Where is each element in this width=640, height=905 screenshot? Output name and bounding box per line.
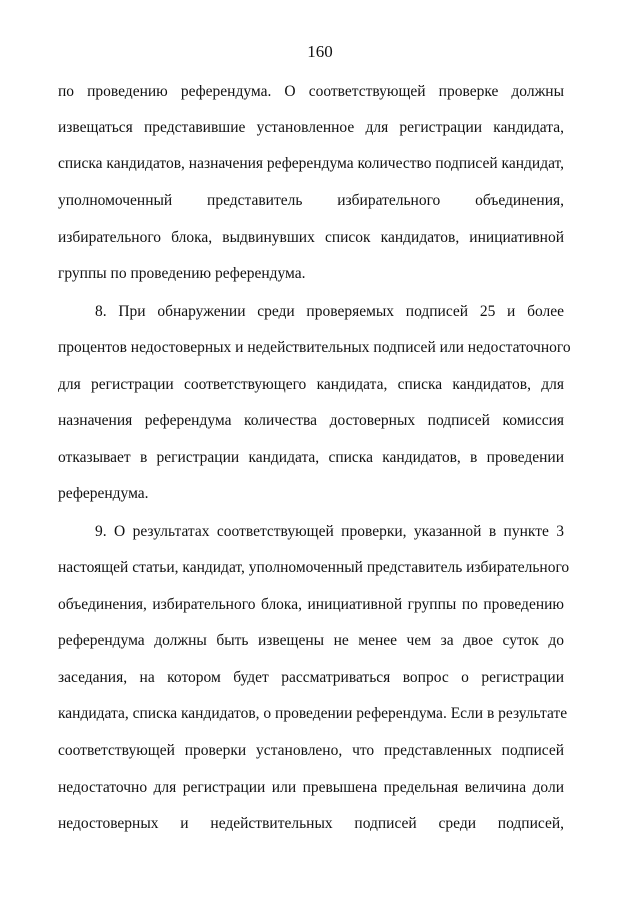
text-line: назначения референдума количества достоверных подписей комиссия — [58, 412, 564, 429]
text-line: процентов недостоверных и недействительных подписей или недостаточного — [58, 339, 571, 356]
page-number: 160 — [307, 42, 333, 61]
text-line: референдума должны быть извещены не менее чем за двое суток до — [58, 632, 564, 649]
text-line: списка кандидатов, назначения референдума количество подписей кандидат, — [58, 155, 565, 172]
text-line: отказывает в регистрации кандидата, списка кандидатов, в проведении — [58, 449, 564, 466]
text-line: группы по проведению референдума. — [58, 265, 306, 282]
text-line: для регистрации соответствующего кандидата, списка кандидатов, для — [58, 376, 564, 393]
text-line: объединения, избирательного блока, инициативной группы по проведению — [58, 596, 564, 613]
paragraph-8-first-line: 8. При обнаружении среди проверяемых подписей 25 и более — [95, 303, 564, 320]
text-line: недостаточно для регистрации или превышена предельная величина доли — [58, 779, 564, 796]
text-line: референдума. — [58, 485, 149, 502]
text-line: недостоверных и недействительных подписей среди подписей, — [58, 815, 564, 832]
text-line: заседания, на котором будет рассматриваться вопрос о регистрации — [58, 669, 564, 686]
text-line: соответствующей проверки установлено, что представленных подписей — [58, 742, 564, 759]
text-line: по проведению референдума. О соответствующей проверке должны — [58, 83, 564, 100]
text-line: извещаться представившие установленное для регистрации кандидата, — [58, 119, 564, 136]
paragraph-9-first-line: 9. О результатах соответствующей проверки, указанной в пункте 3 — [95, 523, 564, 540]
text-line: уполномоченный представитель избирательного объединения, — [58, 192, 564, 209]
text-line: настоящей статьи, кандидат, уполномоченный представитель избирательного — [58, 559, 570, 576]
text-line: кандидата, списка кандидатов, о проведении референдума. Если в результате — [58, 705, 568, 722]
text-line: избирательного блока, выдвинувших список кандидатов, инициативной — [58, 229, 564, 246]
